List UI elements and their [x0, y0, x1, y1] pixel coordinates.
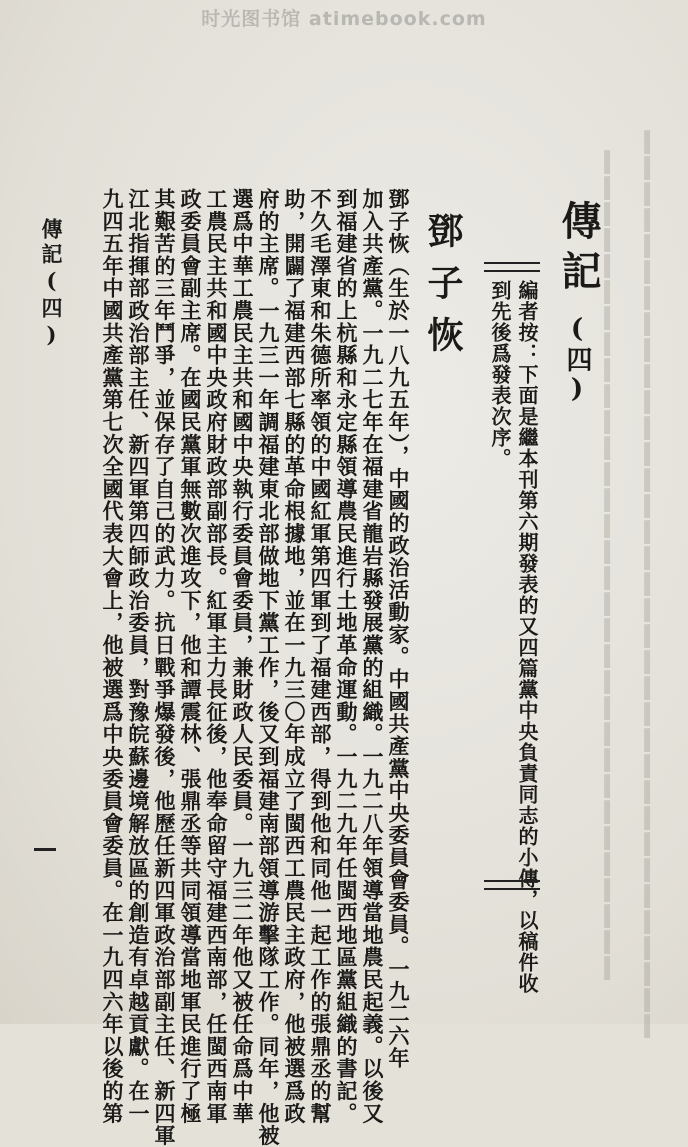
watermark: 时光图书馆 atimebook.com [201, 8, 487, 30]
body-column-11: 江北指揮部政治部主任、新四軍第四師政治委員，對豫皖蘇邊境解放區的創造有卓越貢獻。在一 [126, 188, 151, 1125]
body-column-6: 府的主席。一九三一年調福建東北部做地下黨工作，後又到福建南部領導游擊隊工作。同年，他被 [256, 188, 281, 1147]
body-column-12: 九四五年中國共產黨第七次全國代表大會上，他被選爲中央委員會委員。在一九四六年以後的第 [100, 188, 125, 1125]
body-column-5: 助，開闢了福建西部七縣的革命根據地，並在一九三〇年成立了閩西工農民主政府，他被選爲政 [282, 188, 307, 1125]
person-name-heading: 鄧子恢 [422, 212, 464, 368]
note-top-rule [484, 262, 540, 272]
bleed-through-decoration: ▍▍▍▍▍▍▍▍▍▍▍▍▍▍▍▍▍▍▍▍▍▍▍▍▍▍▍▍▍▍▍▍▍▍▍ [640, 130, 664, 1040]
editor-note-line-1: 編者按：下面是繼本刊第六期發表的又四篇黨中央負責同志的小傳，以稿件收 [515, 280, 539, 994]
body-column-1: 鄧子恢（生於一八九五年），中國的政治活動家。中國共產黨中央委員會委員。一九二六年 [386, 188, 411, 1070]
body-column-3: 到福建省的上杭縣和永定縣領導農民進行土地革命運動。一九二九年任閩西地區黨組織的書記。 [334, 188, 359, 1125]
running-title: 傳記(四) [39, 218, 64, 351]
page-number [34, 848, 56, 851]
section-number: (四) [562, 314, 592, 406]
body-column-9: 政委員會副主席。在國民黨軍無數次進攻下，他和譚震林、張鼎丞等共同領導當地軍民進行了極 [178, 188, 203, 1125]
body-column-2: 加入共產黨。一九二七年在福建省龍岩縣發展黨的組織。一九二八年領導當地農民起義。以後又 [360, 188, 385, 1125]
body-column-4: 不久毛澤東和朱德所率領的中國紅軍第四軍到了福建西部，得到他和同他一起工作的張鼎丞的幫 [308, 188, 333, 1125]
body-column-10: 其艱苦的三年鬥爭，並保存了自己的武力。抗日戰爭爆發後，他歷任新四軍政治部副主任、新四軍 [152, 188, 177, 1147]
body-column-8: 工農民主共和國中央政府財政部副部長。紅軍主力長征後，他奉命留守福建西南部，任閩西南軍 [204, 188, 229, 1125]
note-bottom-rule [484, 880, 540, 890]
editor-note-line-2: 到先後爲發表次序。 [488, 280, 512, 469]
bleed-through-decoration: ▍▍▍▍▍▍▍▍▍▍▍▍▍▍▍▍▍▍▍▍▍▍▍▍▍▍▍▍▍▍▍▍ [600, 150, 624, 982]
section-title: 傳記 [555, 200, 602, 300]
body-column-7: 選爲中華工農民主共和國中央執行委員會委員，兼財政人民委員。一九三二年他又被任命爲中華 [230, 188, 255, 1125]
